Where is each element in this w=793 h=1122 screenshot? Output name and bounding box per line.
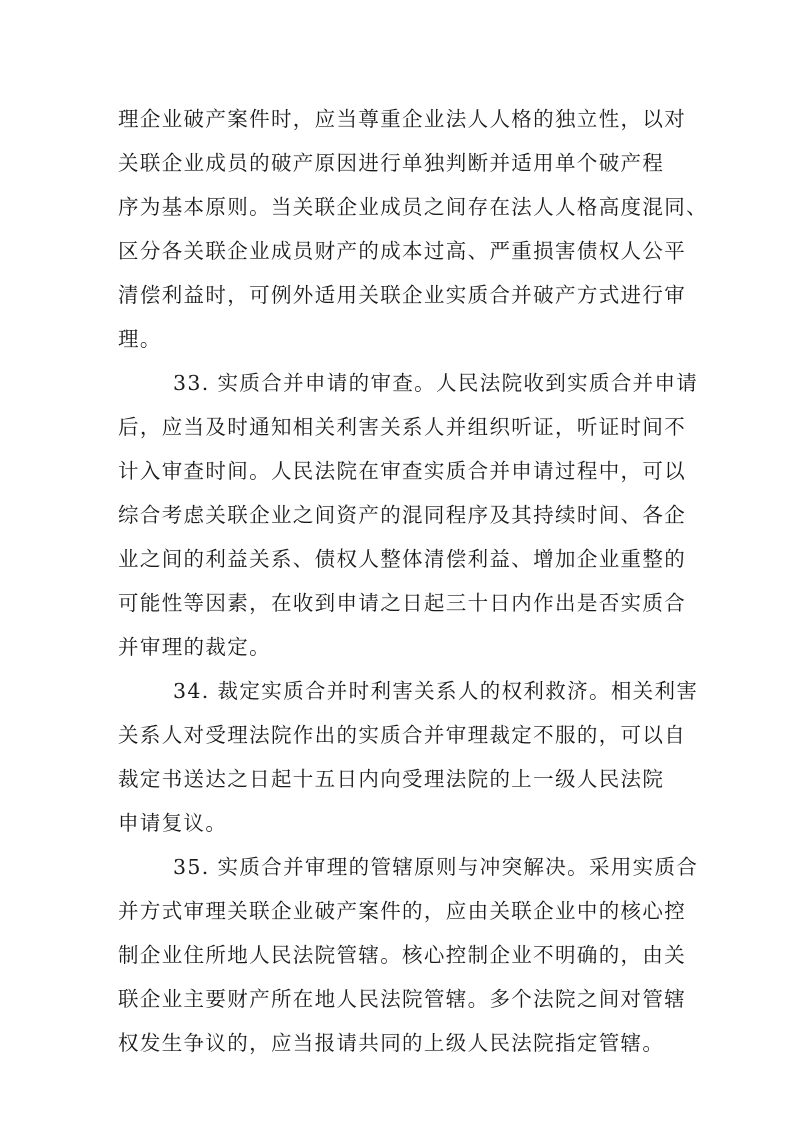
- paragraph-line: 计入审查时间。人民法院在审查实质合并申请过程中，可以: [118, 459, 687, 483]
- document-body: [118, 97, 708, 1065]
- paragraph-line: 并方式审理关联企业破产案件的，应由关联企业中的核心控: [118, 899, 687, 923]
- paragraph-continuation: [118, 97, 708, 361]
- paragraph-line: 联企业主要财产所在地人民法院管辖。多个法院之间对管辖: [118, 987, 687, 1011]
- paragraph-line: 并审理的裁定。: [118, 635, 271, 659]
- paragraph-line: 制企业住所地人民法院管辖。核心控制企业不明确的，由关: [118, 943, 687, 967]
- paragraph-line: 业之间的利益关系、债权人整体清偿利益、增加企业重整的: [118, 547, 687, 571]
- paragraph-line: 35. 实质合并审理的管辖原则与冲突解决。采用实质合: [173, 855, 699, 879]
- paragraph-article-33: [118, 361, 699, 669]
- paragraph-line: 后，应当及时通知相关利害关系人并组织听证，听证时间不: [118, 415, 687, 439]
- paragraph-line: 区分各关联企业成员财产的成本过高、严重损害债权人公平: [118, 239, 687, 263]
- paragraph-article-35: [118, 845, 699, 1065]
- paragraph-line: 34. 裁定实质合并时利害关系人的权利救济。相关利害: [173, 679, 699, 703]
- paragraph-line: 裁定书送达之日起十五日内向受理法院的上一级人民法院: [118, 767, 665, 791]
- paragraph-line: 综合考虑关联企业之间资产的混同程序及其持续时间、各企: [118, 503, 687, 527]
- paragraph-line: 序为基本原则。当关联企业成员之间存在法人人格高度混同、: [118, 195, 708, 219]
- paragraph-article-34: [118, 669, 699, 845]
- paragraph-line: 申请复议。: [118, 811, 228, 835]
- paragraph-line: 权发生争议的，应当报请共同的上级人民法院指定管辖。: [118, 1031, 665, 1055]
- paragraph-line: 关系人对受理法院作出的实质合并审理裁定不服的，可以自: [118, 723, 687, 747]
- paragraph-line: 清偿利益时，可例外适用关联企业实质合并破产方式进行审: [118, 283, 687, 307]
- paragraph-line: 理。: [118, 327, 162, 351]
- paragraph-line: 关联企业成员的破产原因进行单独判断并适用单个破产程: [118, 151, 665, 175]
- paragraph-line: 33. 实质合并申请的审查。人民法院收到实质合并申请: [173, 371, 699, 395]
- paragraph-line: 可能性等因素，在收到申请之日起三十日内作出是否实质合: [118, 591, 687, 615]
- paragraph-line: 理企业破产案件时，应当尊重企业法人人格的独立性，以对: [118, 107, 687, 131]
